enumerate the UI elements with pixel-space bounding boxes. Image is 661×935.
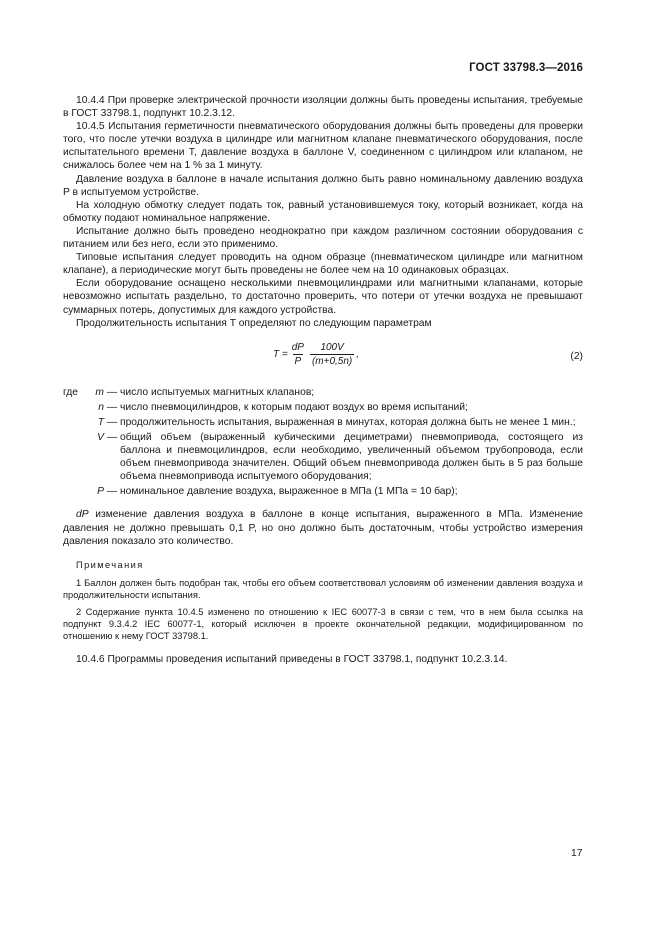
paragraph-dp-definition <box>63 508 583 547</box>
definition-item <box>63 431 583 483</box>
formula-frac1-num: dP <box>291 341 304 353</box>
note-item: 1 Баллон должен быть подобран так, чтобы его объем соответствовал условиям об изменении давления воздуха и продолжительности испытания. <box>63 577 583 600</box>
definitions-list <box>63 386 583 499</box>
where-label: где <box>63 386 79 398</box>
definition-dash: — <box>106 401 118 413</box>
formula-frac2-den: (m+0,5n) <box>311 355 353 367</box>
paragraph-duration-intro: Продолжительность испытания T определяют по следующим параметрам <box>76 317 432 329</box>
paragraph-initial-pressure: Давление воздуха в баллоне в начале испытания должно быть равно номинальному давлению воздуха P в испытуемом устройстве. <box>63 173 583 198</box>
formula-2 <box>63 338 583 382</box>
page-number: 17 <box>571 848 583 859</box>
paragraph-10-4-5: 10.4.5 Испытания герметичности пневматического оборудования должны быть проведены для проверки того, что после утечки воздуха в цилиндре или магнитном клапане пневматического оборудования, после испытательного времени T, давление воздуха в баллоне V, соединенном с цилиндром или клапаном, не снижалось более чем на 1 % за 1 минуту. <box>63 121 583 172</box>
definition-item <box>63 401 583 414</box>
formula-fraction-1 <box>290 342 306 368</box>
definition-text: число пневмоцилиндров, к которым подают воздух во время испытаний; <box>120 401 468 413</box>
formula-frac1-den: P <box>294 355 302 367</box>
dp-text: изменение давления воздуха в баллоне в конце испытания, выраженного в МПа. Изменение давления не должно превышать 0,1 P, но оно должно быть достаточным, чтобы устройство измерения давления показало это количество. <box>63 509 583 547</box>
definition-text: продолжительность испытания, выраженная в минутах, которая должна быть не менее 1 мин.; <box>120 416 576 428</box>
definition-symbol: T <box>97 416 104 428</box>
formula-fraction-2 <box>310 342 354 368</box>
formula-expression <box>273 342 359 368</box>
paragraph-10-4-6: 10.4.6 Программы проведения испытаний приведены в ГОСТ 33798.1, подпункт 10.2.3.14. <box>76 653 508 665</box>
formula-number: (2) <box>570 350 583 362</box>
paragraph-type-tests: Типовые испытания следует проводить на одном образце (пневматическом цилиндре или магнитном клапане), а периодические могут быть проведены не более чем на 10 одинаковых образцах. <box>63 252 583 277</box>
paragraph-multiple-devices: Если оборудование оснащено несколькими пневмоцилиндрами или магнитными клапанами, которые невозможно испытать раздельно, то достаточно проверить, что потери от утечки воздуха не превышают суммарных потерь, допустимых для каждого устройства. <box>63 278 583 316</box>
definition-item <box>63 386 583 399</box>
definition-symbol: n <box>98 401 104 413</box>
formula-lhs: T = <box>273 349 288 361</box>
document-code: ГОСТ 33798.3—2016 <box>469 62 583 74</box>
definition-dash: — <box>106 386 118 398</box>
definition-dash: — <box>106 431 118 443</box>
definition-text: общий объем (выраженный кубическими дециметрами) пневмопривода, состоящего из баллона и пневмоцилиндров, если необходимо, увеличенный объемом трубопровода, если объем пневмопривода значителен. Общий объем пневмопривода должен быть в 5 раз больше объема пневмопривода испытуемого оборудования; <box>120 431 583 483</box>
dp-symbol: dP <box>76 509 89 521</box>
note-item: 2 Содержание пункта 10.4.5 изменено по отношению к IEC 60077-3 в связи с тем, что в нем была ссылка на подпункт 9.3.4.2 IEC 60077-1, который исключен в проекте окончательной редакции, модифицированном по отношению к нему ГОСТ 33798.1. <box>63 606 583 641</box>
paragraph-repeat-test: Испытание должно быть проведено неоднократно при каждом различном состоянии оборудования с питанием или без него, если это применимо. <box>63 225 583 251</box>
page-body <box>63 94 583 666</box>
definition-item <box>63 416 583 429</box>
definition-symbol: m <box>95 386 104 398</box>
definition-symbol: P <box>97 486 104 498</box>
formula-frac2-num: 100V <box>320 341 344 353</box>
paragraph-cold-winding: На холодную обмотку следует подать ток, равный установившемуся току, который возникает, когда на обмотку подают номинальное напряжение. <box>63 199 583 224</box>
definition-item <box>63 485 583 498</box>
definition-text: число испытуемых магнитных клапанов; <box>120 386 315 398</box>
definition-text: номинальное давление воздуха, выраженное в МПа (1 МПа = 10 бар); <box>120 486 458 498</box>
definition-symbol: V <box>97 431 104 443</box>
definition-dash: — <box>106 486 118 498</box>
formula-tail: , <box>356 349 360 361</box>
notes-heading: Примечания <box>76 559 144 570</box>
paragraph-10-4-4: 10.4.4 При проверке электрической прочности изоляции должны быть проведены испытания, требуемые в ГОСТ 33798.1, подпункт 10.2.3.12. <box>63 95 583 120</box>
definition-dash: — <box>106 416 118 428</box>
